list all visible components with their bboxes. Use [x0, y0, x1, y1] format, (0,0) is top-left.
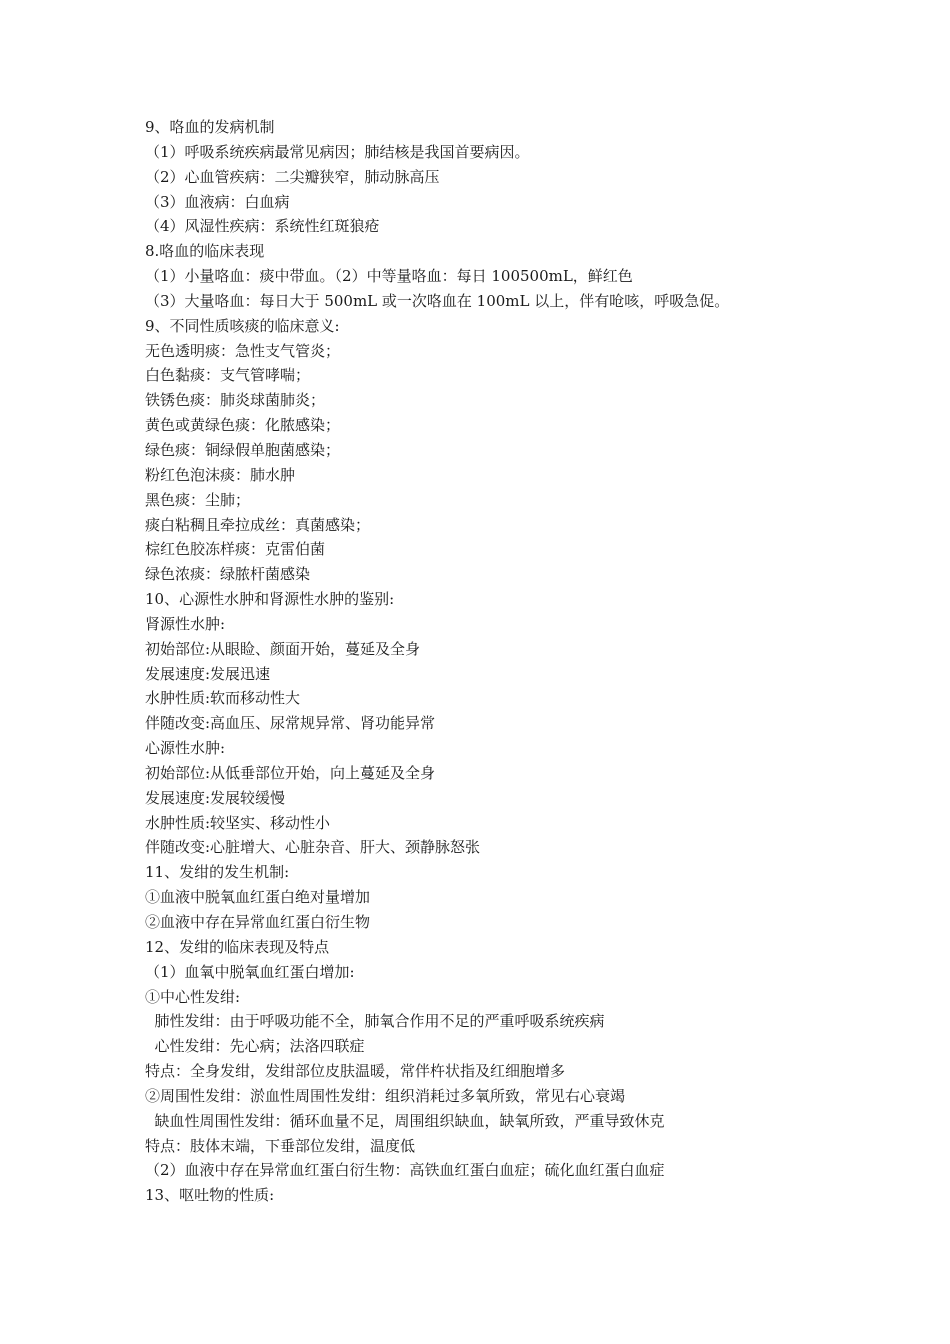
- text-line: （1）呼吸系统疾病最常见病因；肺结核是我国首要病因。: [145, 142, 530, 161]
- text-line: ①中心性发绀:: [145, 987, 241, 1006]
- text-line: 铁锈色痰：肺炎球菌肺炎；: [145, 391, 326, 410]
- text-line: 心性发绀：先心病；法洛四联症: [145, 1037, 365, 1056]
- text-line: 特点：肢体末端，下垂部位发绀，温度低: [145, 1136, 416, 1155]
- heading-sputum-significance: 9、不同性质咳痰的临床意义:: [145, 316, 340, 335]
- text-line: 肾源性水肿:: [145, 614, 226, 633]
- text-line: 粉红色泡沫痰：肺水肿: [145, 465, 296, 484]
- text-line: （2）心血管疾病：二尖瓣狭窄，肺动脉高压: [145, 167, 440, 186]
- text-line: ①血液中脱氧血红蛋白绝对量增加: [145, 888, 371, 907]
- document-body: [145, 115, 845, 1208]
- text-line: 特点：全身发绀，发绀部位皮肤温暖，常伴杵状指及红细胞增多: [145, 1062, 566, 1081]
- heading-hemoptysis-mechanism: 9、咯血的发病机制: [145, 118, 275, 136]
- text-line: 水肿性质:软而移动性大: [145, 689, 301, 708]
- text-line: （1）血氧中脱氧血红蛋白增加:: [145, 962, 355, 981]
- text-line: （4）风湿性疾病：系统性红斑狼疮: [145, 217, 380, 236]
- text-line: 肺性发绀：由于呼吸功能不全，肺氧合作用不足的严重呼吸系统疾病: [145, 1012, 605, 1031]
- text-line: 发展速度:发展较缓慢: [145, 788, 286, 807]
- heading-cyanosis-manifestation: 12、发绀的临床表现及特点: [145, 937, 330, 956]
- text-line: ②周围性发绀：淤血性周围性发绀：组织消耗过多氧所致，常见右心衰竭: [145, 1086, 626, 1105]
- text-line: 伴随改变:心脏增大、心脏杂音、肝大、颈静脉怒张: [145, 838, 481, 857]
- heading-edema-differentiation: 10、心源性水肿和肾源性水肿的鉴别:: [145, 590, 395, 609]
- text-line: 缺血性周围性发绀：循环血量不足，周围组织缺血，缺氧所致，严重导致休克: [145, 1111, 665, 1130]
- text-line: 心源性水肿:: [145, 739, 226, 758]
- text-line: 发展速度:发展迅速: [145, 664, 271, 683]
- text-line: 水肿性质:较坚实、移动性小: [145, 813, 331, 832]
- text-line: （2）血液中存在异常血红蛋白衍生物：高铁血红蛋白血症；硫化血红蛋白血症: [145, 1161, 665, 1180]
- text-line: 绿色痰：铜绿假单胞菌感染；: [145, 440, 341, 459]
- text-line: 痰白粘稠且牵拉成丝：真菌感染；: [145, 515, 371, 534]
- text-line: 初始部位:从眼睑、颜面开始，蔓延及全身: [145, 639, 421, 658]
- text-line: （1）小量咯血：痰中带血。（2）中等量咯血：每日 100500mL，鲜红色: [145, 267, 633, 286]
- text-line: ②血液中存在异常血红蛋白衍生物: [145, 913, 371, 931]
- text-line: （3）大量咯血：每日大于 500mL 或一次咯血在 100mL 以上，伴有呛咳，呼吸急促。: [145, 291, 730, 310]
- text-line: 绿色浓痰：绿脓杆菌感染: [145, 565, 311, 584]
- text-line: （3）血液病：白血病: [145, 192, 290, 211]
- heading-cyanosis-mechanism: 11、发绀的发生机制:: [145, 863, 290, 882]
- heading-hemoptysis-manifestation: 8.咯血的临床表现: [145, 242, 265, 261]
- text-line: 伴随改变:高血压、尿常规异常、肾功能异常: [145, 714, 436, 733]
- text-line: 白色黏痰：支气管哮喘；: [145, 366, 311, 385]
- text-line: 棕红色胶冻样痰：克雷伯菌: [145, 540, 326, 559]
- text-line: 黑色痰：尘肺；: [145, 490, 251, 509]
- text-line: 无色透明痰：急性支气管炎；: [145, 341, 341, 360]
- text-line: 黄色或黄绿色痰：化脓感染；: [145, 416, 341, 435]
- text-line: 初始部位:从低垂部位开始，向上蔓延及全身: [145, 763, 436, 782]
- heading-vomitus-nature: 13、呕吐物的性质:: [145, 1186, 275, 1205]
